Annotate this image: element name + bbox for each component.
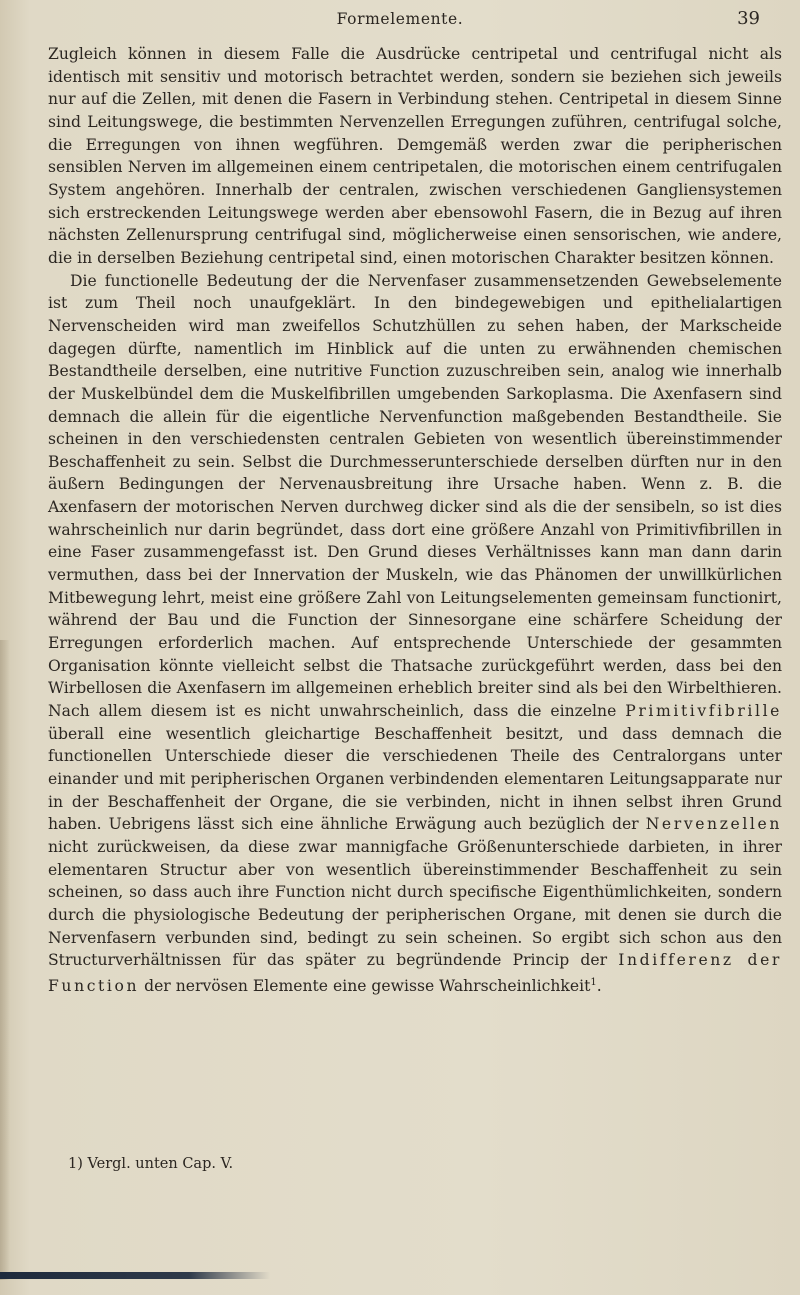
page-number: 39 [737,8,760,29]
running-title: Formelemente. [336,10,464,28]
emphasis-indifferenz: Indifferenz der Function [48,951,782,996]
running-header [0,6,800,36]
paragraph-2 [48,270,782,998]
paragraph-1: Zugleich können in diesem Falle die Ausdrücke centripetal und centrifugal nicht als identisch mit sensitiv und motorisch betrachtet werden, sondern sie beziehen sich jeweils nur auf die Zellen, mit denen die Fasern in Verbindung stehen. Centripetal in diesem Sinne sind Leitungswege, die bestimmten Nervenzellen Erregungen zuführen, centrifugal solche, die Erregungen von ihnen wegführen. Demgemäß werden zwar die peripherischen sensiblen Nerven im allgemeinen einem centripetalen, die motorischen einem centrifugalen System angehören. Innerhalb der centralen, zwischen verschiedenen Gangliensystemen sich erstreckenden Leitungswege werden aber ebensowohl Fasern, die in Bezug auf ihren nächsten Zellenursprung centrifugal sind, möglicherweise einen sensorischen, wie andere, die in derselben Beziehung centripetal sind, einen motorischen Charakter besitzen können. [48,45,782,267]
paragraph-2-part-1: Die functionelle Bedeutung der die Nervenfaser zusammensetzenden Gewebselemente ist zum Theil noch unaufgeklärt. In den bindegewebigen und epithelialartigen Nervenscheiden wird man zweifellos Schutzhüllen zu sehen haben, der Markscheide dagegen dürfte, namentlich im Hinblick auf die unten zu erwähnenden chemischen Bestandtheile derselben, eine nutritive Function zuzuschreiben sein, analog wie innerhalb der Muskelbündel dem die Muskelfibrillen umgebenden Sarkoplasma. Die Axenfasern sind demnach die allein für die eigentliche Nervenfunction maßgebenden Bestandtheile. Sie scheinen in den verschiedensten centralen Gebieten von wesentlich übereinstimmender Beschaffenheit zu sein. Selbst die Durchmesserunterschiede derselben dürften nur in den äußern Bedingungen der Nervenausbreitung ihre Ursache haben. Wenn z. B. die Axenfasern der motorischen Nerven durchweg dicker sind als die der sensibeln, so ist dies wahrscheinlich nur darin begründet, dass dort eine größere Anzahl von Primitivfibrillen in eine Faser zusammengefasst ist. Den Grund dieses Verhältnisses kann man dann darin vermuthen, dass bei der Innervation der Muskeln, wie das Phänomen der unwillkürlichen Mitbewegung lehrt, meist eine größere Zahl von Leitungselementen gemeinsam functionirt, während der Bau und die Function der Sinnesorgane eine schärfere Scheidung der Erregungen erforderlich machen. Auf entsprechende Unterschiede der gesammten Organisation könnte vielleicht selbst die Thatsache zurückgeführt werden, dass bei den Wirbellosen die Axenfasern im allgemeinen erheblich breiter sind als bei den Wirbelthieren. Nach allem diesem ist es nicht unwahrscheinlich, dass die einzelne [48,271,782,721]
paragraph-2-end: . [596,977,602,996]
page-bottom-shadow [0,1272,270,1279]
footnote-marker: 1) [68,1156,83,1172]
footnote-text: Vergl. unten Cap. V. [87,1156,234,1172]
paragraph-2-part-3: nicht zurückweisen, da diese zwar mannigfache Größenunterschiede darbieten, in ihrer elementaren Structur aber von wesentlich übereinstimmender Beschaffenheit zu sein scheinen, so dass auch ihre Function nicht durch specifische Eigenthümlichkeiten, sondern durch die physiologische Bedeutung der peripherischen Organe, mit denen sie durch die Nervenfasern verbunden sind, bedingt zu sein scheinen. So ergibt sich schon aus den Structurverhältnissen für das später zu begründende Princip der [48,837,782,970]
footnote-reference: 1 [590,976,597,988]
page-edge-shadow [0,640,10,1280]
body-text [48,43,782,998]
paragraph-2-part-4: der nervösen Elemente eine gewisse Wahrscheinlichkeit [144,977,591,996]
emphasis-nervenzellen: Nervenzellen [645,815,782,834]
paragraph-2-part-2: überall eine wesentlich gleichartige Beschaffenheit besitzt, und dass demnach die functionellen Unterschiede dieser die verschiedenen Theile des Centralorgans unter einander und mit peripherischen Organen verbindenden elementaren Leitungsapparate nur in der Beschaffenheit der Organe, die sie verbinden, nicht in ihnen selbst ihren Grund haben. Uebrigens lässt sich eine ähnliche Erwägung auch bezüglich der [48,724,782,834]
emphasis-primitivfibrille: Primitivfibrille [625,702,782,721]
footnote [68,1156,233,1172]
